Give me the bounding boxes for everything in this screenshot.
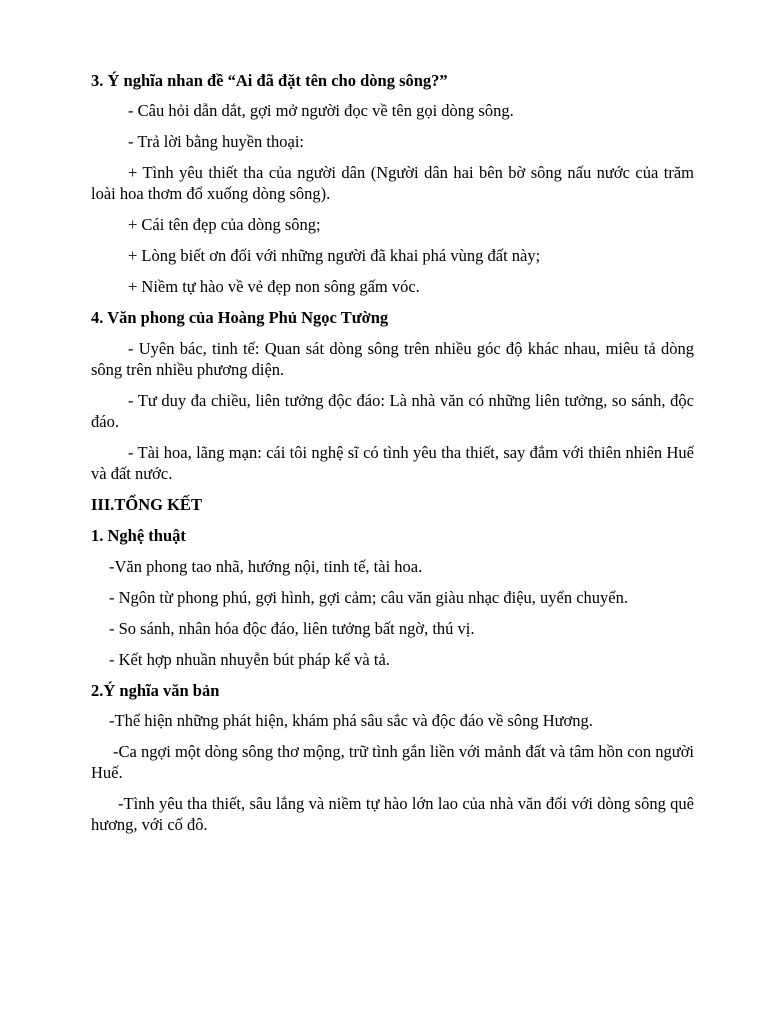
section-3-item: + Cái tên đẹp của dòng sông; (128, 215, 321, 234)
section-3-item: + Lòng biết ơn đối với những người đã khai phá vùng đất này; (128, 246, 541, 265)
art-item: - Ngôn từ phong phú, gợi hình, gợi cảm; câu văn giàu nhạc điệu, uyển chuyển. (109, 588, 628, 607)
section-4-item: - Tài hoa, lãng mạn: cái tôi nghệ sĩ có tình yêu tha thiết, say đắm với thiên nhiên Huế và đất nước. (91, 443, 694, 483)
section-3-heading: 3. Ý nghĩa nhan đề “Ai đã đặt tên cho dòng sông?” (91, 71, 448, 90)
section-4-heading: 4. Văn phong của Hoàng Phủ Ngọc Tường (91, 308, 389, 327)
section-3-item: - Trả lời bằng huyền thoại: (128, 132, 305, 151)
art-item: -Văn phong tao nhã, hướng nội, tinh tế, tài hoa. (109, 557, 423, 576)
art-item: - Kết hợp nhuần nhuyễn bút pháp kể và tả. (109, 650, 390, 669)
section-4-item: - Tư duy đa chiều, liên tưởng độc đáo: Là nhà văn có những liên tưởng, so sánh, độc đáo. (91, 391, 694, 431)
meaning-item: -Ca ngợi một dòng sông thơ mộng, trữ tình gắn liền với mảnh đất và tâm hồn con người Huế. (91, 742, 694, 782)
section-3-item: + Niềm tự hào về vẻ đẹp non sông gấm vóc. (128, 277, 420, 296)
meaning-item: -Tình yêu tha thiết, sâu lắng và niềm tự hào lớn lao của nhà văn đối với dòng sông quê hương, với cố đô. (91, 794, 694, 834)
summary-heading: III.TỔNG KẾT (91, 495, 202, 514)
art-item: - So sánh, nhân hóa độc đáo, liên tưởng bất ngờ, thú vị. (109, 619, 475, 638)
section-3-item: - Câu hỏi dẫn dắt, gợi mở người đọc về tên gọi dòng sông. (128, 101, 514, 120)
section-4-item: - Uyên bác, tinh tế: Quan sát dòng sông trên nhiều góc độ khác nhau, miêu tả dòng sông trên nhiều phương diện. (91, 339, 694, 379)
meaning-heading: 2.Ý nghĩa văn bản (91, 681, 220, 700)
section-3-item: + Tình yêu thiết tha của người dân (Người dân hai bên bờ sông nấu nước của trăm loài hoa thơm đổ xuống dòng sông). (91, 163, 694, 203)
art-heading: 1. Nghệ thuật (91, 526, 186, 545)
meaning-item: -Thể hiện những phát hiện, khám phá sâu sắc và độc đáo về sông Hương. (109, 711, 593, 730)
